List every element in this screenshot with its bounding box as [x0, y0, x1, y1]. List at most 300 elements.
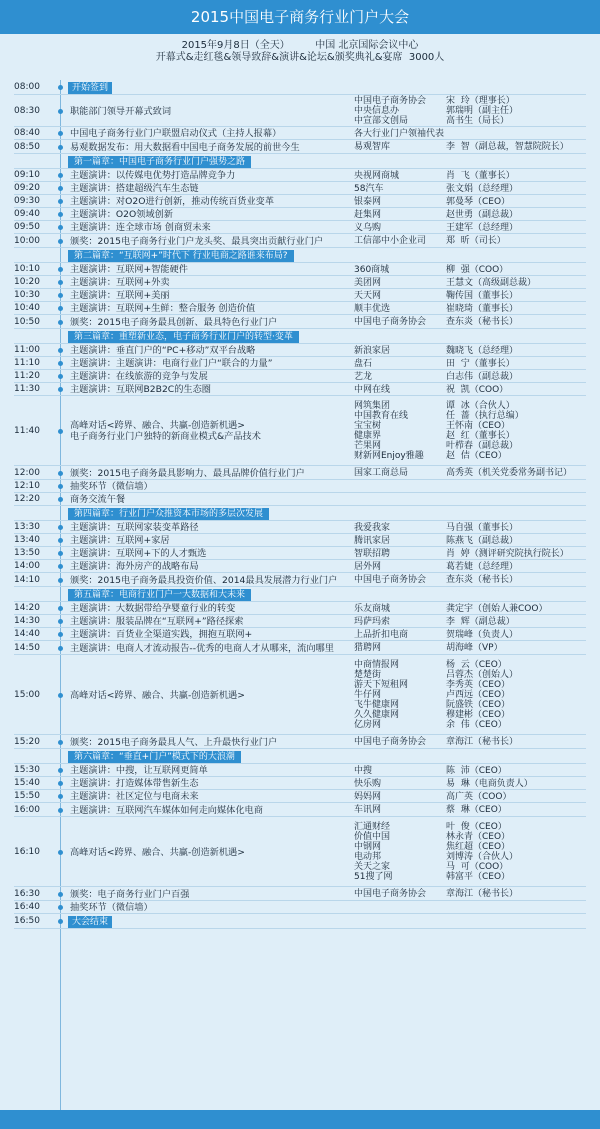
agenda-time: 12:00 — [14, 468, 40, 478]
agenda-row — [14, 182, 586, 195]
agenda-speaker-line: 白志伟（副总裁） — [446, 371, 519, 382]
agenda-speaker-line: 蔡 琳（CEO） — [446, 805, 507, 815]
agenda-speaker-line: 贺瑞峰（负责人） — [446, 629, 519, 640]
agenda-speaker — [446, 630, 518, 640]
agenda-row — [14, 195, 586, 208]
agenda-badge: 开始签到 — [68, 82, 112, 94]
agenda-row — [14, 901, 586, 914]
agenda-organization-line: 美团网 — [354, 277, 382, 288]
timeline-dot — [58, 646, 63, 651]
agenda-time: 11:30 — [14, 384, 40, 394]
timeline-dot — [58, 808, 63, 813]
agenda-speaker-line: 阮盛铁（CEO） — [446, 700, 511, 710]
agenda-organization-line: 芒果网 — [354, 441, 382, 451]
timeline-dot — [58, 267, 63, 272]
agenda-organization-line: 新浪家居 — [354, 345, 391, 356]
agenda-time: 09:20 — [14, 183, 40, 193]
agenda-topic: 颁奖：电子商务行业门户百强 — [70, 888, 190, 900]
agenda-row — [14, 234, 586, 248]
agenda-organization — [354, 779, 381, 789]
timeline-dot — [58, 794, 63, 799]
agenda-organization — [354, 562, 381, 572]
agenda-time: 16:50 — [14, 916, 40, 926]
agenda-organization-line: 玛萨玛索 — [354, 616, 391, 627]
agenda-row — [14, 817, 586, 887]
agenda-speaker-line: 肖 婷（测评研究院执行院长） — [446, 548, 569, 559]
agenda-speaker — [446, 737, 518, 747]
agenda-organization — [354, 346, 390, 356]
agenda-speaker-line: 赵 佶（CEO） — [446, 451, 507, 461]
agenda-organization-line: 义乌购 — [354, 222, 382, 233]
agenda-speaker-line: 高书生（局长） — [446, 116, 510, 126]
agenda-speaker-line: 陈 沛（CEO） — [446, 765, 507, 776]
agenda-row — [14, 641, 586, 655]
timeline-dot — [58, 471, 63, 476]
agenda-organization — [354, 889, 426, 899]
agenda-organization-line: 天天网 — [354, 290, 382, 301]
agenda-time: 15:40 — [14, 778, 40, 788]
timeline-dot — [58, 768, 63, 773]
agenda-time: 10:40 — [14, 303, 40, 313]
agenda-speaker — [446, 317, 518, 327]
agenda-organization — [354, 401, 424, 461]
agenda-time: 16:00 — [14, 805, 40, 815]
agenda-row — [14, 602, 586, 615]
agenda-row — [14, 655, 586, 735]
agenda-organization-line: 乐友商城 — [354, 603, 391, 614]
agenda-organization — [354, 96, 426, 126]
timeline-dot — [58, 429, 63, 434]
agenda-speaker — [446, 549, 569, 559]
agenda-time: 16:40 — [14, 902, 40, 912]
agenda-row — [14, 803, 586, 817]
agenda-row — [14, 289, 586, 302]
agenda-speaker-line: 葛若婕（总经理） — [446, 561, 519, 572]
agenda-speaker-line: 李秀英（CEO） — [446, 680, 511, 690]
agenda-organization-line: 楚楚街 — [354, 670, 382, 680]
agenda-organization-line: 58汽车 — [354, 183, 384, 194]
footer-bar — [0, 1110, 600, 1129]
agenda-organization-line: 飞牛健康网 — [354, 700, 400, 710]
agenda-organization-line: 360商城 — [354, 264, 390, 275]
agenda-organization-line: 51搜了网 — [354, 872, 393, 882]
agenda-organization — [354, 468, 408, 478]
agenda-speaker — [446, 142, 569, 152]
agenda-organization — [354, 291, 381, 301]
agenda-topic: 主题演讲：互联网+家居 — [70, 535, 170, 546]
chapter-row — [14, 329, 586, 344]
timeline-dot — [58, 538, 63, 543]
event-info — [0, 40, 600, 64]
agenda-row — [14, 396, 586, 466]
agenda-row — [14, 628, 586, 641]
agenda-organization-line: 牛仔网 — [354, 690, 382, 700]
chapter-row — [14, 154, 586, 169]
agenda-topic: 高峰对话<跨界、融合、共赢-创造新机遇> — [70, 689, 245, 701]
timeline-dot — [58, 145, 63, 150]
chapter-title: 第一篇章：中国电子商务行业门户强势之路 — [68, 156, 251, 168]
agenda-organization — [354, 385, 390, 395]
agenda-organization — [354, 278, 381, 288]
agenda-organization-line: 电动邦 — [354, 852, 382, 862]
agenda-organization — [354, 630, 408, 640]
agenda-organization — [354, 223, 381, 233]
agenda-speaker — [446, 346, 518, 356]
agenda-speaker-line: 龚定宇（创始人兼COO） — [446, 603, 548, 614]
event-program: 开幕式&走红毯&领导致辞&演讲&论坛&颁奖典礼&宴席 3000人 — [155, 52, 445, 63]
agenda-time: 09:10 — [14, 170, 40, 180]
agenda-organization-line: 网筑集团 — [354, 401, 391, 411]
agenda-speaker — [446, 184, 518, 194]
agenda-speaker-line: 焦红超（CEO） — [446, 842, 511, 852]
agenda-organization — [354, 372, 372, 382]
agenda-row — [14, 914, 586, 929]
agenda-time: 14:00 — [14, 561, 40, 571]
agenda-speaker-line: 田 宁（董事长） — [446, 358, 515, 369]
agenda-organization — [354, 359, 372, 369]
agenda-speaker-line: 王慧文（高级副总裁） — [446, 277, 537, 288]
agenda-topic: 主题演讲：互联网+智能硬件 — [70, 264, 188, 275]
agenda-speaker — [446, 223, 518, 233]
agenda-row — [14, 466, 586, 480]
agenda-topic: 抽奖环节（微信墙） — [70, 902, 153, 913]
agenda-organization — [354, 265, 389, 275]
agenda-time: 12:10 — [14, 481, 40, 491]
agenda-time: 09:50 — [14, 222, 40, 232]
agenda-time: 08:50 — [14, 142, 40, 152]
agenda-row — [14, 140, 586, 154]
agenda-time: 14:10 — [14, 575, 40, 585]
agenda-organization-line: 易观智库 — [354, 142, 391, 152]
agenda-time: 08:00 — [14, 82, 40, 92]
agenda-speaker-line: 余 伟（CEO） — [446, 720, 507, 730]
agenda-speaker-line: 卢西远（CEO） — [446, 690, 511, 700]
agenda-topic: 中国电子商务行业门户联盟启动仪式（主持人报幕） — [70, 128, 282, 139]
agenda-topic: 主题演讲：O2O领域创新 — [70, 209, 173, 220]
agenda-speaker — [446, 617, 515, 627]
agenda-speaker-line: 赵世勇（副总裁） — [446, 209, 519, 220]
agenda-organization-line: 智联招聘 — [354, 548, 391, 559]
timeline-dot — [58, 693, 63, 698]
agenda-row — [14, 383, 586, 396]
agenda-organization — [354, 523, 390, 533]
timeline-dot — [58, 606, 63, 611]
agenda-organization — [354, 805, 381, 815]
agenda-list — [14, 80, 586, 929]
agenda-row — [14, 95, 586, 127]
agenda-time: 13:50 — [14, 548, 40, 558]
timeline-dot — [58, 173, 63, 178]
agenda-organization-line: 猎聘网 — [354, 643, 382, 653]
agenda-speaker — [446, 604, 547, 614]
agenda-topic: 颁奖：2015电子商务最具投资价值、2014最具发展潜力行业门户 — [70, 574, 338, 586]
agenda-organization-line: 银泰网 — [354, 196, 382, 207]
agenda-speaker-line: 马 可（COO） — [446, 862, 509, 872]
agenda-topic: 高峰对话<跨界、融合、共赢-创造新机遇> — [70, 846, 245, 858]
agenda-organization-line: 中国电子商务协会 — [354, 737, 427, 747]
agenda-speaker-line: 郭瑞明（副主任） — [446, 106, 519, 116]
timeline-dot — [58, 361, 63, 366]
agenda-organization-line: 中搜 — [354, 765, 373, 776]
agenda-organization — [354, 604, 390, 614]
agenda-speaker-line: 查东炎（秘书长） — [446, 575, 519, 585]
agenda-speaker — [446, 210, 518, 220]
agenda-organization-line: 中国电子商务协会 — [354, 317, 427, 327]
agenda-topic: 颁奖：2015电子商务最具影响力、最具品牌价值行业门户 — [70, 467, 305, 479]
agenda-topic: 主题演讲：社区定位与电商未来 — [70, 791, 199, 802]
agenda-time: 10:50 — [14, 317, 40, 327]
agenda-speaker-line: 章海江（秘书长） — [446, 889, 519, 899]
timeline-dot — [58, 293, 63, 298]
agenda-badge: 大会结束 — [68, 916, 112, 928]
agenda-organization — [354, 822, 392, 882]
agenda-speaker-line: 李 辉（副总裁） — [446, 616, 515, 627]
agenda-speaker-line: 叶 俊（CEO） — [446, 822, 507, 832]
agenda-topic: 颁奖：2015电子商务最具创新、最具特色行业门户 — [70, 316, 278, 328]
timeline-dot — [58, 484, 63, 489]
agenda-topic: 主题演讲：大数据带给孕婴童行业的转变 — [70, 603, 236, 614]
timeline-dot — [58, 306, 63, 311]
agenda-speaker-line: 章海江（秘书长） — [446, 737, 519, 747]
agenda-speaker-line: 胡海峰（VP） — [446, 643, 503, 653]
agenda-row — [14, 357, 586, 370]
agenda-speaker-line: 任 蔷（执行总编） — [446, 411, 524, 421]
agenda-speaker-line: 穆建彬（CEO） — [446, 710, 511, 720]
chapter-title: 第三篇章：重塑新业态，电子商务行业门户的转型·变革 — [68, 331, 299, 343]
agenda-topic: 主题演讲：互联网+外卖 — [70, 277, 170, 288]
agenda-organization — [354, 536, 390, 546]
agenda-speaker-line: 祝 凯（COO） — [446, 384, 509, 395]
agenda-row — [14, 573, 586, 587]
agenda-topic: 颁奖：2015电子商务行业门户龙头奖、最具突出贡献行业门户 — [70, 235, 324, 247]
agenda-topic: 高峰对话<跨界、融合、共赢-创造新机遇> 电子商务行业门户独特的新商业模式&产品技术 — [70, 420, 261, 442]
agenda-organization-line: 游天下短租网 — [354, 680, 409, 690]
timeline-dot — [58, 551, 63, 556]
agenda-organization-line: 中国电子商务协会 — [354, 575, 427, 585]
agenda-topic: 颁奖：2015电子商务最具人气、上升最快行业门户 — [70, 736, 278, 748]
agenda-row — [14, 493, 586, 506]
agenda-organization-line: 关天之家 — [354, 862, 391, 872]
agenda-organization — [354, 660, 408, 730]
agenda-topic: 主题演讲：百货业全渠道实践，拥抱互联网+ — [70, 629, 253, 640]
agenda-row — [14, 276, 586, 289]
agenda-row — [14, 302, 586, 315]
agenda-topic: 主题演讲：在线旅游的竞争与发展 — [70, 371, 208, 382]
timeline-dot — [58, 348, 63, 353]
agenda-organization-line: 上品折扣电商 — [354, 629, 409, 640]
agenda-time: 12:20 — [14, 494, 40, 504]
agenda-topic: 主题演讲：搭建超级汽车生态链 — [70, 183, 199, 194]
agenda-speaker-line: 魏晓飞（总经理） — [446, 345, 519, 356]
agenda-row — [14, 615, 586, 628]
timeline-dot — [58, 212, 63, 217]
timeline-dot — [58, 225, 63, 230]
agenda-time: 10:00 — [14, 236, 40, 246]
timeline-dot — [58, 892, 63, 897]
agenda-organization — [354, 549, 390, 559]
agenda-organization-line: 财新网Enjoy雅趣 — [354, 451, 424, 461]
agenda-organization-line: 久久健康网 — [354, 710, 400, 720]
agenda-speaker-line: 吕蓉杰（创始人） — [446, 670, 519, 680]
agenda-time: 09:40 — [14, 209, 40, 219]
agenda-organization — [354, 197, 381, 207]
agenda-speaker-line: 张文娟（总经理） — [446, 183, 519, 194]
agenda-speaker-line: 崔晓琦（董事长） — [446, 303, 519, 314]
agenda-row — [14, 370, 586, 383]
agenda-speaker — [446, 575, 518, 585]
agenda-organization-line: 工信部中小企业司 — [354, 236, 427, 246]
agenda-organization — [354, 575, 426, 585]
agenda-organization — [354, 617, 390, 627]
agenda-speaker — [446, 291, 518, 301]
agenda-topic: 易观数据发布：用大数据看中国电子商务发展的前世今生 — [70, 141, 300, 153]
agenda-time: 15:50 — [14, 791, 40, 801]
timeline-dot — [58, 85, 63, 90]
agenda-organization — [354, 142, 390, 152]
agenda-speaker-line: 林永青（CEO） — [446, 832, 511, 842]
agenda-topic: 主题演讲：对O2O进行创新，推动传统百货业变革 — [70, 196, 275, 207]
agenda-row — [14, 480, 586, 493]
agenda-row — [14, 521, 586, 534]
agenda-time: 14:50 — [14, 643, 40, 653]
agenda-time: 09:30 — [14, 196, 40, 206]
agenda-topic: 商务交流午餐 — [70, 494, 126, 505]
agenda-organization-line: 各大行业门户领袖代表 — [354, 128, 445, 139]
agenda-time: 11:20 — [14, 371, 40, 381]
chapter-title: 第二篇章：“互联网+”时代下 行业电商之路谁来布局? — [68, 250, 294, 262]
agenda-speaker — [446, 523, 518, 533]
agenda-organization-line: 中网在线 — [354, 384, 391, 395]
agenda-speaker-line: 陈燕飞（副总裁） — [446, 535, 519, 546]
timeline-dot — [58, 374, 63, 379]
timeline-dot — [58, 387, 63, 392]
chapter-row — [14, 749, 586, 764]
agenda-topic: 主题演讲：打造媒体带售新生态 — [70, 778, 199, 789]
agenda-organization-line: 国家工商总局 — [354, 468, 409, 478]
agenda-topic: 主题演讲：互联网家装变革路径 — [70, 522, 199, 533]
agenda-organization — [354, 171, 399, 181]
agenda-speaker-line: 谭 冰（合伙人） — [446, 401, 515, 411]
timeline-dot — [58, 781, 63, 786]
agenda-row — [14, 560, 586, 573]
agenda-speaker — [446, 660, 518, 730]
agenda-topic: 主题演讲：垂直门户的“PC+移动”双平台战略 — [70, 345, 256, 356]
agenda-organization-line: 亿房网 — [354, 720, 382, 730]
agenda-time: 15:20 — [14, 737, 40, 747]
agenda-speaker-line: 易 琳（电商负责人） — [446, 778, 533, 789]
agenda-time: 11:00 — [14, 345, 40, 355]
agenda-organization-line: 车讯网 — [354, 805, 382, 815]
agenda-topic: 主题演讲：海外房产的战略布局 — [70, 561, 199, 572]
agenda-organization-line: 妈妈网 — [354, 791, 382, 802]
agenda-organization-line: 快乐购 — [354, 778, 382, 789]
agenda-speaker-line: 刘博涛（合伙人） — [446, 852, 519, 862]
agenda-time: 14:40 — [14, 629, 40, 639]
agenda-organization-line: 腾讯家居 — [354, 535, 391, 546]
agenda-speaker — [446, 562, 518, 572]
agenda-speaker — [446, 536, 518, 546]
agenda-row — [14, 790, 586, 803]
agenda-speaker — [446, 171, 515, 181]
agenda-topic: 主题演讲：互联网+美丽 — [70, 290, 170, 301]
agenda-organization-line: 赶集网 — [354, 209, 382, 220]
agenda-topic: 主题演讲：主题演讲：电商行业门户“联合的力量” — [70, 358, 273, 369]
agenda-organization — [354, 129, 444, 139]
timeline-dot — [58, 564, 63, 569]
chapter-title: 第四篇章：行业门户众推资本市场的多层次发展 — [68, 508, 269, 520]
page-title: 2015中国电子商务行业门户大会 — [0, 0, 600, 34]
agenda-speaker — [446, 822, 518, 882]
agenda-time: 08:30 — [14, 106, 40, 116]
agenda-speaker-line: 查东炎（秘书长） — [446, 317, 519, 327]
agenda-speaker — [446, 304, 518, 314]
agenda-time: 14:30 — [14, 616, 40, 626]
timeline-dot — [58, 578, 63, 583]
agenda-time: 14:20 — [14, 603, 40, 613]
timeline-dot — [58, 905, 63, 910]
timeline-dot — [58, 186, 63, 191]
agenda-row — [14, 80, 586, 95]
agenda-speaker-line: 鞠传国（董事长） — [446, 290, 519, 301]
agenda-organization-line: 价值中国 — [354, 832, 391, 842]
agenda-time: 13:30 — [14, 522, 40, 532]
agenda-time: 15:00 — [14, 690, 40, 700]
timeline-dot — [58, 320, 63, 325]
timeline-dot — [58, 280, 63, 285]
agenda-row — [14, 735, 586, 749]
agenda-organization — [354, 304, 390, 314]
agenda-organization-line: 中国教育在线 — [354, 411, 409, 421]
agenda-organization-line: 健康界 — [354, 431, 382, 441]
agenda-organization-line: 我爱我家 — [354, 522, 391, 533]
chapter-title: 第六篇章：“垂直+门户”模式下的大浪潮 — [68, 751, 241, 763]
agenda-topic: 主题演讲：互联网+下的人才甄选 — [70, 548, 207, 559]
agenda-organization — [354, 643, 381, 653]
agenda-speaker-line: 赵 红（董事长） — [446, 431, 515, 441]
agenda-speaker-line: 王怀南（CEO） — [446, 421, 511, 431]
agenda-row — [14, 534, 586, 547]
timeline-dot — [58, 525, 63, 530]
agenda-time: 13:40 — [14, 535, 40, 545]
timeline-dot — [58, 632, 63, 637]
agenda-organization-line: 顺丰优选 — [354, 303, 391, 314]
agenda-organization-line: 中商情报网 — [354, 660, 400, 670]
agenda-topic: 主题演讲：互联网B2B2C的生态圈 — [70, 384, 211, 395]
agenda-row — [14, 263, 586, 276]
agenda-time: 10:10 — [14, 264, 40, 274]
agenda-row — [14, 547, 586, 560]
agenda-time: 16:30 — [14, 889, 40, 899]
agenda-topic: 主题演讲：互联网+生鲜：整合服务 创造价值 — [70, 303, 256, 314]
agenda-time: 15:30 — [14, 765, 40, 775]
agenda-topic: 主题演讲：中搜，让互联网更简单 — [70, 765, 208, 776]
timeline-dot — [58, 497, 63, 502]
timeline-dot — [58, 199, 63, 204]
agenda-topic: 职能部门领导开幕式致词 — [70, 105, 172, 117]
agenda-organization-line: 中央信息办 — [354, 106, 400, 116]
agenda-speaker-line: 郭曼琴（CEO） — [446, 196, 511, 207]
timeline-dot — [58, 619, 63, 624]
agenda-time: 16:10 — [14, 847, 40, 857]
chapter-row — [14, 587, 586, 602]
agenda-speaker — [446, 96, 518, 126]
agenda-row — [14, 127, 586, 140]
event-date-venue: 2015年9月8日（全天） 中国 北京国际会议中心 — [181, 40, 419, 51]
agenda-time: 11:10 — [14, 358, 40, 368]
chapter-row — [14, 248, 586, 263]
agenda-organization-line: 央视网商城 — [354, 170, 400, 181]
agenda-row — [14, 169, 586, 182]
